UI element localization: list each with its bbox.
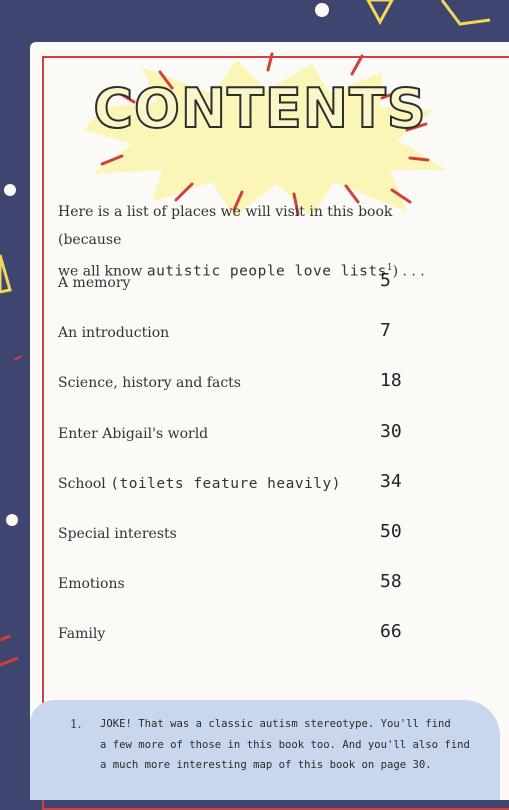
intro-handwritten: autistic people love lists: [146, 263, 387, 280]
toc-page-number: 66: [380, 621, 402, 643]
dash-decoration: [0, 658, 18, 665]
toc-row: [58, 469, 408, 519]
dot-decoration: [4, 184, 16, 196]
footnote-number: 1.: [70, 717, 82, 731]
toc-title: Emotions: [58, 576, 125, 593]
toc-title: Science, history and facts: [58, 375, 241, 392]
toc-row: [58, 268, 408, 318]
page-title: CONTENTS: [93, 77, 427, 140]
footnote-box: [30, 700, 500, 800]
footnote-line: a few more of those in this book too. And you'll also find: [100, 738, 470, 751]
intro-line-1: Here is a list of places we will visit in this book (because: [58, 204, 393, 248]
toc-page-number: 30: [380, 420, 402, 442]
toc-row: [58, 619, 408, 669]
toc-page-number: 5: [380, 270, 391, 291]
intro-suffix: ) . . .: [392, 263, 425, 280]
table-of-contents: [58, 268, 408, 670]
dash-decoration: [14, 356, 22, 360]
toc-title: Special interests: [58, 525, 177, 542]
toc-row: [58, 368, 408, 418]
toc-page-number: 18: [380, 370, 402, 392]
toc-page-number: 58: [380, 571, 402, 593]
toc-page-number: 7: [380, 320, 391, 342]
toc-handwritten-note: (toilets feature heavily): [110, 475, 341, 492]
dash-decoration: [0, 636, 10, 640]
toc-title: A memory: [58, 275, 131, 291]
dot-decoration: [315, 3, 329, 17]
toc-row: [58, 318, 408, 368]
triangle-decoration: [0, 255, 10, 292]
toc-title: [58, 476, 341, 492]
toc-title: An introduction: [58, 325, 170, 342]
toc-page-number: 34: [380, 470, 402, 492]
toc-page-number: 50: [380, 520, 402, 542]
footnote-text: [100, 714, 500, 776]
toc-title: Enter Abigail's world: [58, 425, 209, 442]
footnote-line: a much more interesting map of this book on page 30.: [100, 759, 432, 771]
footnote-ref: 1: [386, 263, 393, 273]
intro-prefix: we all know: [58, 263, 143, 280]
toc-row: [58, 419, 408, 469]
toc-title: Family: [58, 626, 106, 643]
dot-decoration: [6, 514, 18, 526]
triangle-decoration: [368, 0, 392, 22]
toc-title-text: School: [58, 475, 106, 492]
toc-row: [58, 569, 408, 619]
line-decoration: [442, 0, 490, 24]
toc-row: [58, 519, 408, 569]
footnote-line: JOKE! That was a classic autism stereotype. You'll find: [100, 718, 451, 730]
